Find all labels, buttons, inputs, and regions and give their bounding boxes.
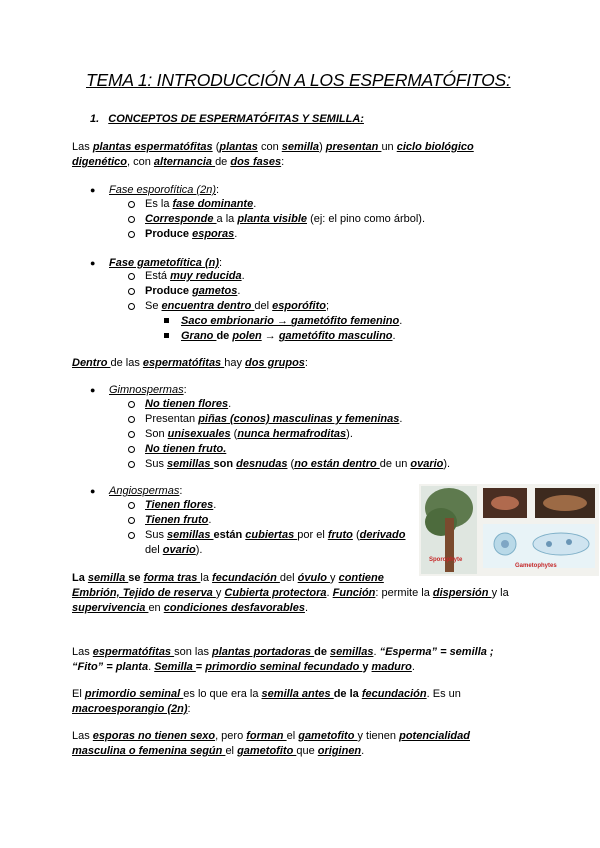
list-item: Grano de polen → gametófito masculino.: [181, 330, 396, 342]
gametophytes-label: Gametophytes: [515, 563, 557, 569]
circle-bullet-icon: [128, 461, 135, 468]
bullet-icon: ●: [90, 185, 96, 195]
circle-bullet-icon: [128, 517, 135, 524]
circle-bullet-icon: [128, 502, 135, 509]
list-item: No tienen fruto.: [145, 443, 227, 455]
embryo-sac: [533, 533, 589, 555]
square-bullet-icon: [164, 333, 169, 338]
list-item: Es la fase dominante.: [145, 198, 257, 210]
bullet-icon: ●: [90, 258, 96, 268]
esporofitica-heading: Fase esporofítica (2n):: [109, 184, 220, 196]
list-item: Produce gametos.: [145, 285, 241, 297]
circle-bullet-icon: [128, 303, 135, 310]
pollen-nucleus: [501, 540, 509, 548]
list-item: Corresponde a la planta visible (ej: el pino como árbol).: [145, 213, 426, 225]
circle-bullet-icon: [128, 401, 135, 408]
list-item: Presentan piñas (conos) masculinas y femeninas.: [145, 413, 403, 425]
bullet-icon: ●: [90, 486, 96, 496]
list-item: Tienen fruto.: [145, 514, 212, 526]
circle-bullet-icon: [128, 288, 135, 295]
esporas-line-2: masculina o femenina según el gametofito que originen.: [72, 745, 365, 757]
circle-bullet-icon: [128, 216, 135, 223]
section-title: CONCEPTOS DE ESPERMATÓFITAS Y SEMILLA:: [108, 113, 364, 125]
page-title: TEMA 1: INTRODUCCIÓN A LOS ESPERMATÓFITOS:: [86, 70, 511, 90]
intro-line-2: digenético, con alternancia de dos fases:: [72, 156, 285, 168]
circle-bullet-icon: [128, 431, 135, 438]
circle-bullet-icon: [128, 532, 135, 539]
primordio-line-1: El primordio seminal es lo que era la semilla antes de la fecundación. Es un: [72, 688, 461, 700]
semilla-line-2: Embrión, Tejido de reserva y Cubierta protectora. Función: permite la dispersión y la: [72, 587, 509, 599]
list-item-continued: del ovario).: [145, 544, 203, 556]
primordio-line-2: macroesporangio (2n):: [72, 703, 191, 715]
esperma-line-1: Las espermatófitas son las plantas portadoras de semillas. “Esperma” = semilla ;: [72, 646, 494, 658]
angiospermas-heading: Angiospermas:: [109, 485, 183, 497]
cone-shape: [491, 496, 519, 510]
list-item: Sus semillas están cubiertas por el fruto (derivado: [145, 529, 406, 541]
esperma-line-2: “Fito” = planta. Semilla = primordio seminal fecundado y maduro.: [72, 661, 415, 673]
semilla-line-3: supervivencia en condiciones desfavorables.: [72, 602, 309, 614]
bullet-icon: ●: [90, 385, 96, 395]
grupos-line: Dentro de las espermatófitas hay dos grupos:: [72, 357, 308, 369]
gametofitica-heading: Fase gametofítica (n):: [109, 257, 223, 269]
section-number: 1.: [90, 113, 100, 125]
list-item: Tienen flores.: [145, 499, 217, 511]
sporophyte-label: Sporophyte: [429, 557, 463, 563]
circle-bullet-icon: [128, 446, 135, 453]
gimnospermas-heading: Gimnospermas:: [109, 384, 187, 396]
circle-bullet-icon: [128, 273, 135, 280]
list-item: Produce esporas.: [145, 228, 238, 240]
cone-shape: [543, 495, 587, 511]
list-item: Sus semillas son desnudas (no están dentro de un ovario).: [145, 458, 451, 470]
list-item: Saco embrionario → gametófito femenino.: [181, 315, 403, 327]
square-bullet-icon: [164, 318, 169, 323]
intro-line-1: Las plantas espermatófitas (plantas con semilla) presentan un ciclo biológico: [72, 141, 474, 153]
list-item: Está muy reducida.: [145, 270, 245, 282]
list-item: Son unisexuales (nunca hermafroditas).: [145, 428, 353, 440]
plant-life-cycle-figure: [419, 484, 599, 576]
circle-bullet-icon: [128, 231, 135, 238]
list-item: Se encuentra dentro del esporófito;: [145, 300, 330, 312]
esporas-line-1: Las esporas no tienen sexo, pero forman el gametofito y tienen potencialidad: [72, 730, 470, 742]
circle-bullet-icon: [128, 201, 135, 208]
list-item: No tienen flores.: [145, 398, 232, 410]
circle-bullet-icon: [128, 416, 135, 423]
section-heading: [90, 112, 364, 127]
semilla-line-1: La semilla se forma tras la fecundación del óvulo y contiene: [72, 572, 384, 584]
